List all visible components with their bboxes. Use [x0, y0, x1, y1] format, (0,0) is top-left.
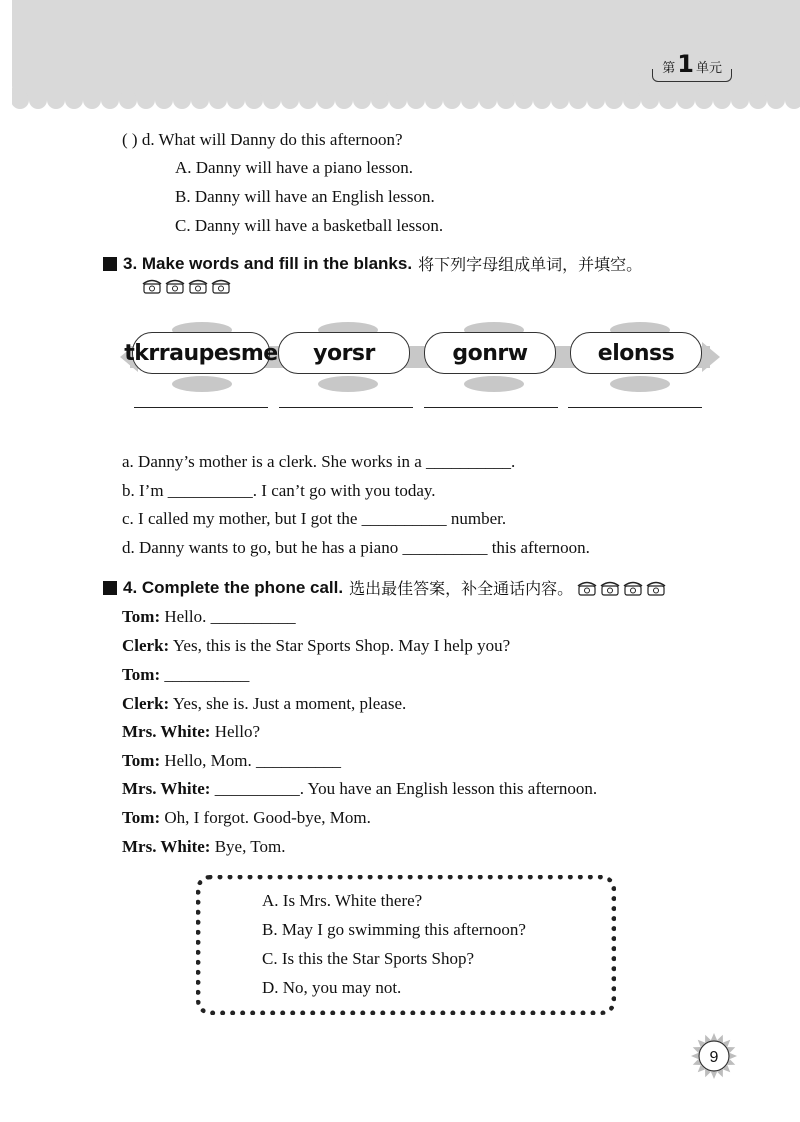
- section-3-title-cn: 将下列字母组成单词，并填空。: [418, 255, 643, 274]
- dialogue-line: [122, 694, 406, 714]
- telephone-icon: [211, 278, 231, 294]
- q2-option-c: C. Danny will have a basketball lesson.: [175, 216, 444, 235]
- speaker: Clerk:: [122, 694, 170, 713]
- section-3-heading: [103, 252, 642, 275]
- phone-option-a: A. Is Mrs. White there?: [262, 891, 423, 910]
- sentence-d: d. Danny wants to go, but he has a piano __________ this afternoon.: [122, 538, 590, 557]
- unit-suffix: 单元: [695, 61, 722, 76]
- dialogue-line: [122, 722, 260, 742]
- speaker: Tom:: [122, 808, 161, 827]
- speaker: Clerk:: [122, 636, 170, 655]
- scrambled-word-4: elonss: [570, 332, 702, 374]
- scalloped-edge: [12, 88, 800, 112]
- line-text: Yes, this is the Star Sports Shop. May I help you?: [169, 636, 511, 655]
- scrambled-word-1: tkrraupesme: [132, 332, 270, 374]
- phone-option-b: B. May I go swimming this afternoon?: [262, 920, 526, 939]
- speaker: Tom:: [122, 607, 161, 626]
- line-text: Bye, Tom.: [210, 837, 286, 856]
- phone-option-c: C. Is this the Star Sports Shop?: [262, 949, 475, 968]
- line-text: __________: [160, 665, 250, 684]
- phone-option-d: D. No, you may not.: [262, 978, 402, 997]
- square-bullet-icon: [103, 257, 117, 271]
- dialogue-line: [122, 636, 510, 656]
- telephone-icon: [142, 278, 162, 294]
- answer-blank-3[interactable]: [424, 407, 558, 408]
- section-4-heading: [103, 576, 666, 599]
- q2-option-a: A. Danny will have a piano lesson.: [175, 158, 413, 177]
- telephone-icon: [577, 580, 597, 596]
- difficulty-rating: [577, 580, 666, 596]
- scrambled-word-3: gonrw: [424, 332, 556, 374]
- speaker: Mrs. White:: [122, 722, 211, 741]
- speaker: Tom:: [122, 665, 161, 684]
- answer-blank-1[interactable]: [134, 407, 268, 408]
- sentence-a: a. Danny’s mother is a clerk. She works in a __________.: [122, 452, 516, 471]
- page-number: 9: [709, 1049, 719, 1066]
- line-text: Hello?: [210, 722, 261, 741]
- dialogue-line: [122, 808, 371, 828]
- dialogue-line: [122, 607, 296, 627]
- sentence-c: c. I called my mother, but I got the __________ number.: [122, 509, 507, 528]
- scrambled-word-2: yorsr: [278, 332, 410, 374]
- answer-blank-2[interactable]: [279, 407, 413, 408]
- telephone-icon: [646, 580, 666, 596]
- dialogue-line: [122, 665, 249, 685]
- unit-number: 1: [677, 50, 694, 78]
- line-text: Hello. __________: [160, 607, 296, 626]
- line-text: Yes, she is. Just a moment, please.: [169, 694, 407, 713]
- telephone-icon: [165, 278, 185, 294]
- line-text: Oh, I forgot. Good-bye, Mom.: [160, 808, 371, 827]
- line-text: __________. You have an English lesson this afternoon.: [210, 779, 598, 798]
- answer-blank-4[interactable]: [568, 407, 702, 408]
- speaker: Mrs. White:: [122, 779, 211, 798]
- unit-label: [662, 52, 722, 76]
- unit-underline: [652, 69, 732, 82]
- telephone-icon: [188, 278, 208, 294]
- unit-prefix: 第: [662, 61, 676, 76]
- difficulty-rating: [142, 278, 231, 294]
- speaker: Mrs. White:: [122, 837, 211, 856]
- speaker: Tom:: [122, 751, 161, 770]
- section-4-title-cn: 选出最佳答案，补全通话内容。: [349, 579, 574, 598]
- dialogue-line: [122, 837, 285, 857]
- section-4-title-en: 4. Complete the phone call.: [123, 577, 344, 597]
- dialogue-line: [122, 779, 597, 799]
- question-2d: ( ) d. What will Danny do this afternoon?: [122, 130, 403, 149]
- section-3-title-en: 3. Make words and fill in the blanks.: [123, 253, 413, 273]
- telephone-icon: [623, 580, 643, 596]
- line-text: Hello, Mom. __________: [160, 751, 341, 770]
- page-number-badge: [690, 1032, 738, 1080]
- square-bullet-icon: [103, 581, 117, 595]
- dialogue-line: [122, 751, 341, 771]
- telephone-icon: [600, 580, 620, 596]
- q2-option-b: B. Danny will have an English lesson.: [175, 187, 435, 206]
- sentence-b: b. I’m __________. I can’t go with you today.: [122, 481, 436, 500]
